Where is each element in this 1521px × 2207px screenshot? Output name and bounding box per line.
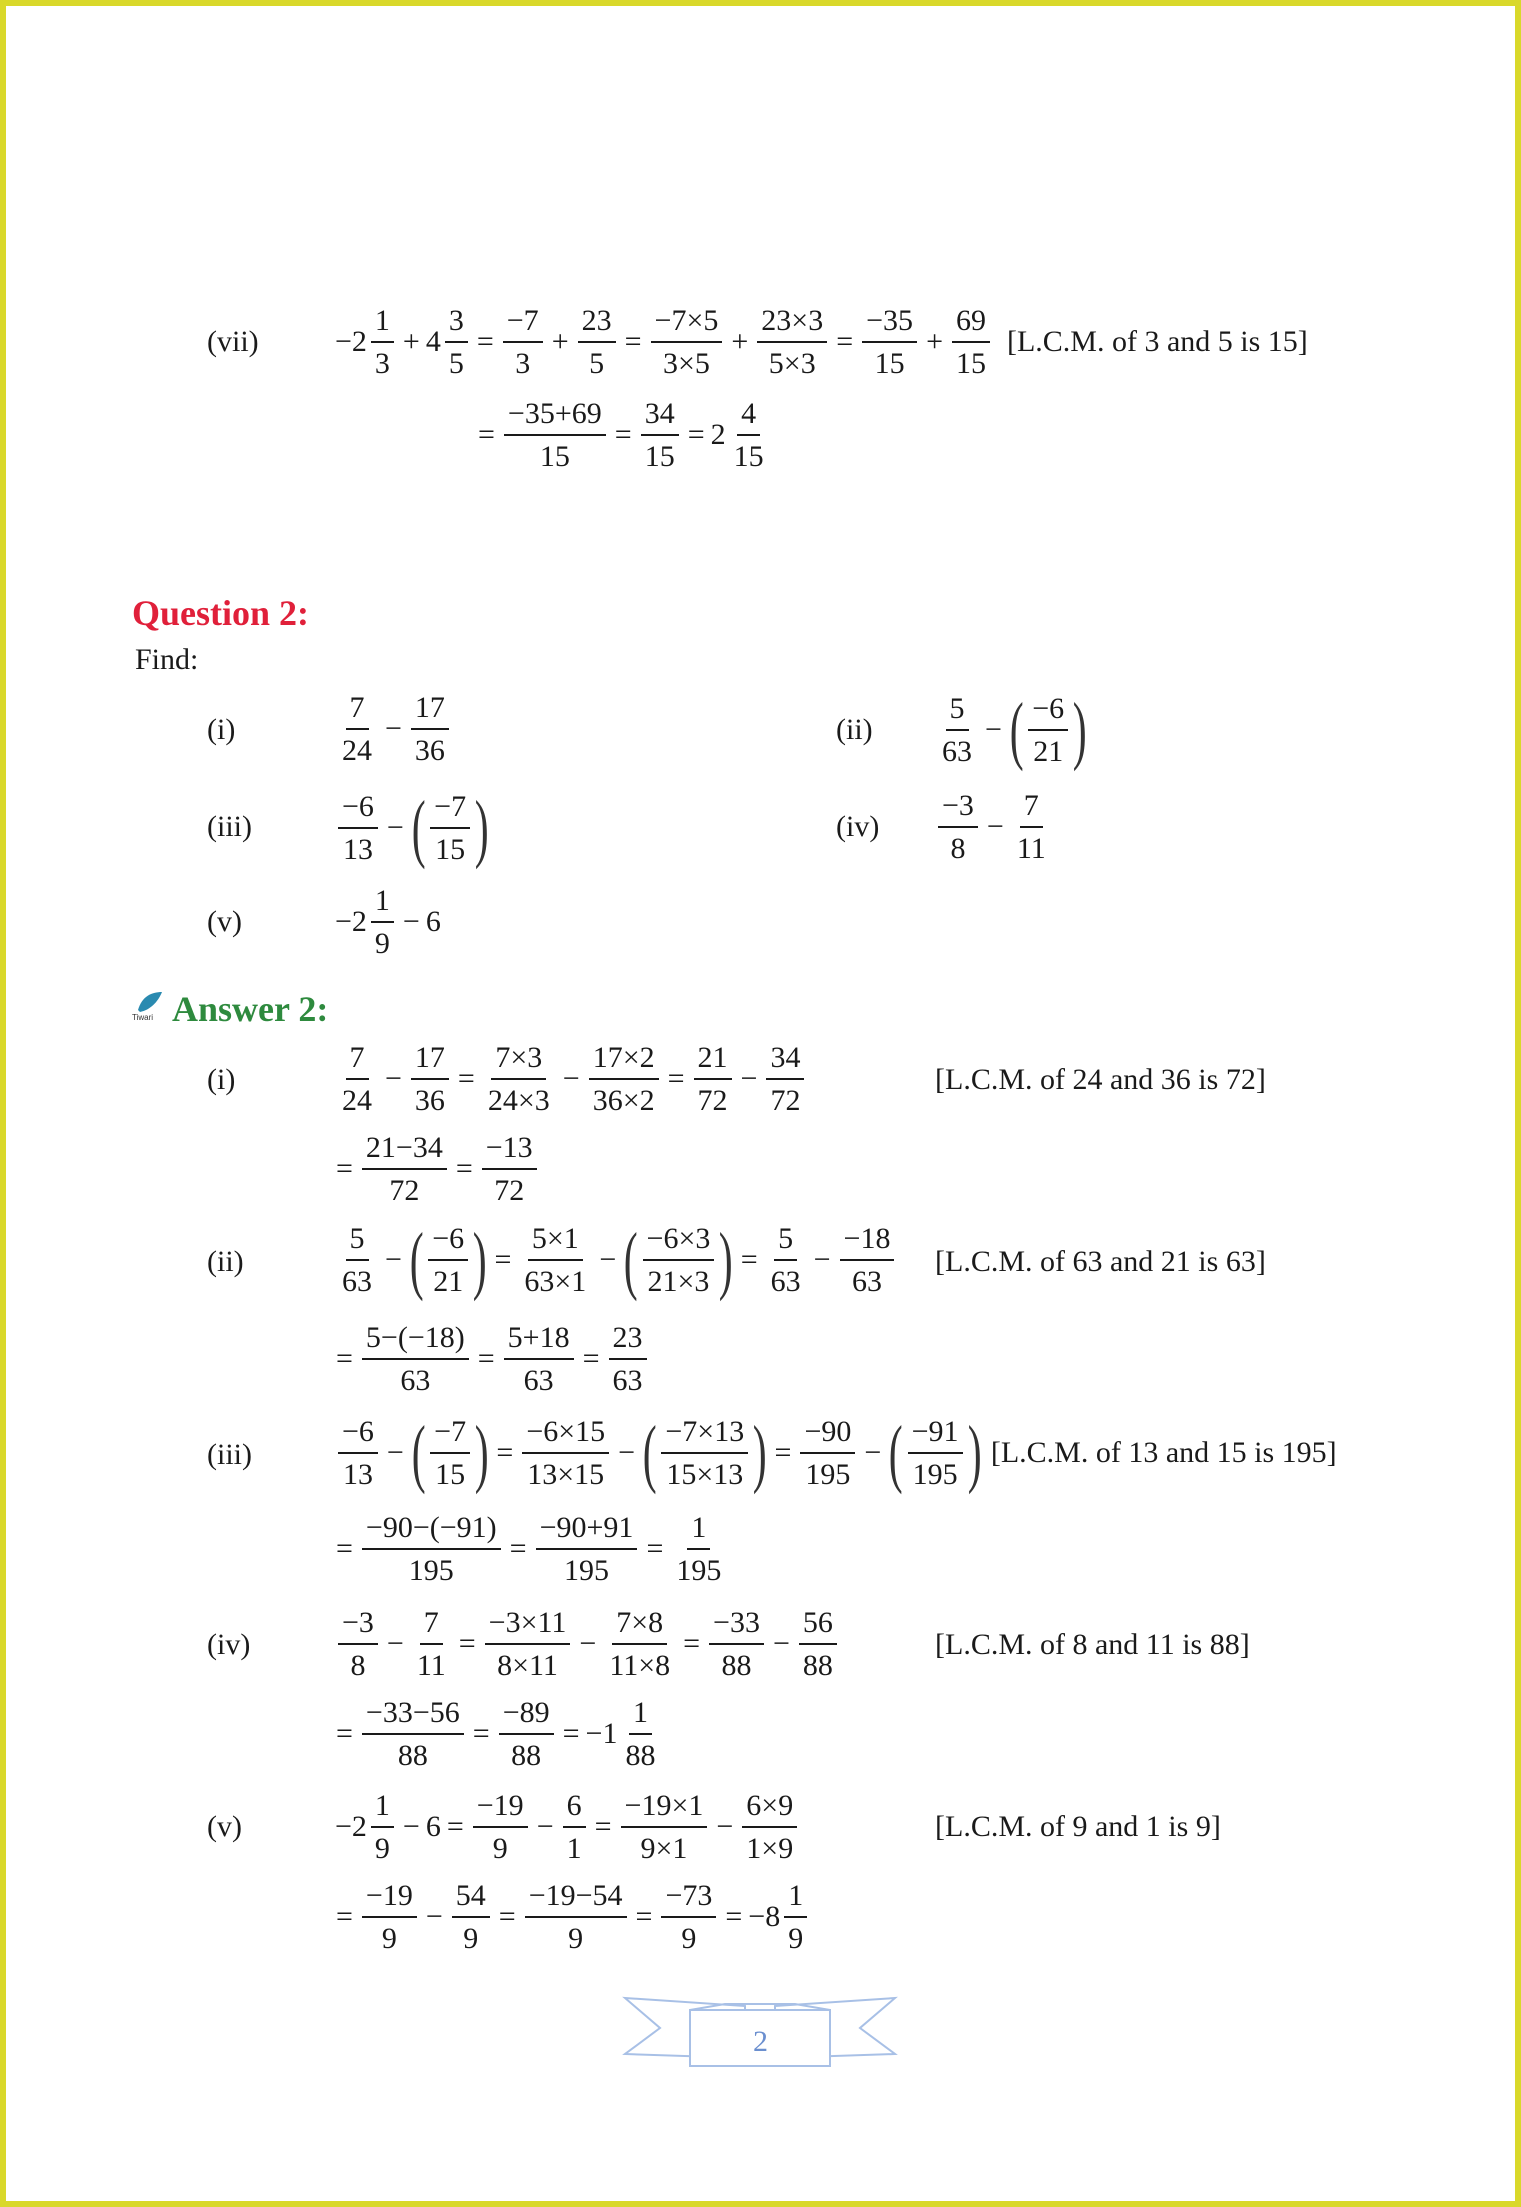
fraction: $\frac{-35+69}{15}$: [504, 398, 606, 472]
fraction: $\frac{23}{5}$: [578, 305, 616, 379]
fraction: $\frac{17\times 2}{36\times 2}$: [589, 1042, 659, 1116]
fraction: $\frac{7}{11}$: [1016, 789, 1046, 865]
answer-v-line1: [335, 1790, 800, 1864]
operator: −: [386, 811, 404, 844]
fraction: $\frac{6\times 9}{1\times 9}$: [742, 1790, 797, 1864]
operator: −: [386, 1627, 404, 1660]
fraction: $\frac{23}{63}$: [609, 1322, 647, 1396]
answer-v-line2: [330, 1880, 810, 1954]
operator: −: [740, 1062, 758, 1095]
operator: −: [864, 1436, 882, 1469]
equals: =: [687, 418, 705, 451]
lcm-note: [L.C.M. of 8 and 11 is 88]: [935, 1628, 1250, 1661]
equals: =: [472, 1717, 490, 1750]
operator: +: [731, 325, 749, 358]
fraction: $\frac{-3\times 11}{8\times 11}$: [485, 1607, 571, 1681]
parenthesized-fraction: ( $\frac{-6\times 3}{21\times 3}$ ): [623, 1218, 734, 1302]
fraction: $\frac{54}{9}$: [452, 1880, 490, 1954]
item-label-vii: (vii): [207, 325, 259, 358]
fraction: $\frac{7}{24}$: [342, 1041, 372, 1117]
item-label-iv: (iv): [836, 810, 880, 843]
question-prompt: Find:: [135, 643, 199, 676]
fraction: $\frac{7}{24}$: [342, 691, 372, 767]
fraction: $\frac{-7\times 5}{3\times 5}$: [651, 305, 723, 379]
fraction: $\frac{69}{15}$: [952, 305, 990, 379]
answer-label-ii: (ii): [207, 1245, 244, 1278]
operator: −: [985, 713, 1002, 746]
answer-label-v: (v): [207, 1810, 242, 1843]
whole-number: −8: [748, 1900, 781, 1933]
fraction: $\frac{4}{15}$: [733, 397, 764, 473]
parenthesized-fraction: ( $\frac{-6}{21}$ ): [409, 1218, 487, 1302]
solution-vii-line1: [335, 305, 1308, 379]
whole-number: −1: [585, 1717, 618, 1750]
fraction: $\frac{-19-54}{9}$: [525, 1880, 627, 1954]
fraction: $\frac{1}{88}$: [625, 1696, 656, 1772]
fraction: $\frac{56}{88}$: [799, 1607, 837, 1681]
whole-number: 2: [710, 418, 726, 451]
equals: =: [774, 1436, 792, 1469]
fraction: $\frac{-90}{195}$: [800, 1416, 855, 1490]
operator: −: [386, 1436, 404, 1469]
fraction: $\frac{17}{36}$: [411, 1042, 449, 1116]
operator: −: [385, 1243, 402, 1276]
fraction: $\frac{34}{72}$: [766, 1042, 804, 1116]
operator: −: [579, 1627, 597, 1660]
fraction: $\frac{-19}{9}$: [362, 1880, 417, 1954]
fraction: $\frac{-3}{8}$: [338, 1607, 378, 1681]
fraction: $\frac{-33}{88}$: [709, 1607, 764, 1681]
answer-label-iv: (iv): [207, 1628, 251, 1661]
fraction: $\frac{-73}{9}$: [661, 1880, 716, 1954]
whole-number: −2: [335, 325, 367, 358]
tiwari-logo-icon: [132, 988, 166, 1022]
equals: =: [457, 1062, 475, 1095]
question-item-iv: [935, 790, 1053, 864]
operator: +: [926, 325, 943, 358]
equals: =: [494, 1243, 512, 1276]
lcm-note: [L.C.M. of 3 and 5 is 15]: [1006, 325, 1308, 358]
operator: −: [402, 905, 420, 938]
answer-iii-line2: [330, 1512, 728, 1586]
fraction: $\frac{-6}{13}$: [338, 791, 378, 865]
equals: =: [336, 1717, 353, 1750]
parenthesized-fraction: ( $\frac{-7}{15}$ ): [411, 786, 489, 870]
lcm-note: [L.C.M. of 13 and 15 is 195]: [990, 1436, 1337, 1469]
operator: −: [385, 1062, 402, 1095]
operator: −: [402, 1810, 420, 1843]
page-number: 2: [753, 2025, 768, 2058]
whole-number: −2: [335, 1810, 367, 1843]
fraction: $\frac{1}{195}$: [676, 1511, 722, 1587]
number: 6: [425, 1810, 441, 1843]
equals: =: [498, 1900, 516, 1933]
equals: =: [646, 1532, 664, 1565]
equals: =: [614, 418, 632, 451]
fraction: $\frac{6}{1}$: [563, 1790, 586, 1864]
fraction: $\frac{-7}{3}$: [503, 305, 543, 379]
equals: =: [455, 1152, 473, 1185]
equals: =: [477, 1342, 495, 1375]
equals: =: [496, 1436, 514, 1469]
lcm-note: [L.C.M. of 9 and 1 is 9]: [935, 1810, 1221, 1843]
fraction: $\frac{17}{36}$: [411, 692, 449, 766]
equals: =: [740, 1243, 758, 1276]
fraction: $\frac{7\times 8}{11\times 8}$: [609, 1606, 671, 1682]
fraction: $\frac{7}{11}$: [416, 1606, 446, 1682]
operator: −: [562, 1062, 580, 1095]
answer-iv-line2: [330, 1697, 662, 1771]
fraction: $\frac{-35}{15}$: [862, 305, 917, 379]
fraction: $\frac{-6\times 15}{13\times 15}$: [522, 1416, 609, 1490]
item-label-iii: (iii): [207, 810, 252, 843]
parenthesized-fraction: ( $\frac{-7\times 13}{15\times 13}$ ): [642, 1411, 767, 1495]
item-label-i: (i): [207, 713, 236, 746]
operator: +: [551, 325, 569, 358]
question-heading: Question 2:: [132, 593, 310, 633]
equals: =: [476, 325, 494, 358]
equals: =: [562, 1717, 580, 1750]
operator: −: [425, 1900, 443, 1933]
question-item-ii: [935, 688, 1088, 772]
operator: −: [986, 810, 1004, 843]
parenthesized-fraction: ( $\frac{-6}{21}$ ): [1009, 688, 1087, 772]
fraction: $\frac{-90-(-91)}{195}$: [362, 1512, 501, 1586]
equals: =: [478, 418, 495, 451]
fraction: $\frac{5-(-18)}{63}$: [362, 1322, 469, 1396]
equals: =: [446, 1810, 464, 1843]
operator: +: [402, 325, 420, 358]
fraction: $\frac{7\times 3}{24\times 3}$: [487, 1041, 550, 1117]
equals: =: [836, 325, 854, 358]
question-item-i: [335, 692, 452, 766]
equals: =: [667, 1062, 685, 1095]
fraction: $\frac{-90+91}{195}$: [536, 1512, 638, 1586]
fraction: $\frac{21-34}{72}$: [362, 1132, 447, 1206]
fraction: $\frac{-13}{72}$: [482, 1132, 537, 1206]
fraction: $\frac{5}{63}$: [942, 692, 972, 768]
fraction: $\frac{5\times 1}{63\times 1}$: [524, 1222, 587, 1298]
whole-number: 4: [425, 325, 441, 358]
item-label-v: (v): [207, 905, 242, 938]
lcm-note: [L.C.M. of 63 and 21 is 63]: [935, 1245, 1266, 1278]
equals: =: [336, 1532, 353, 1565]
answer-label-i: (i): [207, 1063, 236, 1096]
equals: =: [635, 1900, 653, 1933]
operator: −: [385, 712, 402, 745]
fraction: $\frac{-19\times 1}{9\times 1}$: [621, 1790, 708, 1864]
fraction: $\frac{-33-56}{88}$: [362, 1697, 464, 1771]
answer-iv-line1: [335, 1607, 840, 1681]
lcm-note: [L.C.M. of 24 and 36 is 72]: [935, 1063, 1266, 1096]
equals: =: [683, 1627, 701, 1660]
fraction: $\frac{-19}{9}$: [473, 1790, 528, 1864]
equals: =: [336, 1152, 353, 1185]
fraction: $\frac{21}{72}$: [694, 1042, 732, 1116]
parenthesized-fraction: ( $\frac{-91}{195}$ ): [889, 1411, 982, 1495]
fraction: $\frac{5}{63}$: [342, 1222, 372, 1298]
whole-number: −2: [335, 905, 367, 938]
question-item-v: [335, 885, 441, 959]
solution-vii-line2: [472, 398, 771, 472]
parenthesized-fraction: ( $\frac{-7}{15}$ ): [411, 1411, 489, 1495]
fraction: $\frac{34}{15}$: [641, 398, 679, 472]
fraction: $\frac{-3}{8}$: [938, 790, 978, 864]
operator: −: [618, 1436, 636, 1469]
answer-ii-line1: [335, 1218, 897, 1302]
fraction: $\frac{5+18}{63}$: [504, 1322, 574, 1396]
answer-label-iii: (iii): [207, 1438, 252, 1471]
answer-ii-line2: [330, 1322, 650, 1396]
equals: =: [582, 1342, 600, 1375]
fraction: $\frac{5}{63}$: [770, 1222, 801, 1298]
equals: =: [594, 1810, 612, 1843]
fraction: $\frac{1}{9}$: [784, 1880, 807, 1954]
fraction: $\frac{-89}{88}$: [499, 1697, 554, 1771]
equals: =: [336, 1900, 353, 1933]
question-item-iii: [335, 786, 490, 870]
operator: −: [813, 1243, 831, 1276]
number: 6: [425, 905, 441, 938]
operator: −: [716, 1810, 734, 1843]
operator: −: [536, 1810, 554, 1843]
fraction: $\frac{1}{3}$: [371, 305, 394, 379]
operator: −: [599, 1243, 617, 1276]
fraction: $\frac{1}{9}$: [371, 885, 394, 959]
equals: =: [725, 1900, 743, 1933]
fraction: $\frac{-18}{63}$: [840, 1223, 895, 1297]
answer-i-line2: [330, 1132, 540, 1206]
answer-i-line1: [335, 1042, 807, 1116]
fraction: $\frac{1}{9}$: [371, 1790, 394, 1864]
operator: −: [772, 1627, 790, 1660]
svg-text:Tiwari: Tiwari: [132, 1013, 154, 1022]
fraction: $\frac{3}{5}$: [445, 305, 468, 379]
equals: =: [336, 1342, 353, 1375]
equals: =: [509, 1532, 527, 1565]
fraction: $\frac{23\times 3}{5\times 3}$: [757, 305, 827, 379]
equals: =: [458, 1627, 476, 1660]
item-label-ii: (ii): [836, 713, 873, 746]
equals: =: [624, 325, 642, 358]
answer-iii-line1: [335, 1411, 1337, 1495]
answer-heading: Answer 2:: [172, 989, 329, 1029]
fraction: $\frac{-6}{13}$: [338, 1416, 378, 1490]
